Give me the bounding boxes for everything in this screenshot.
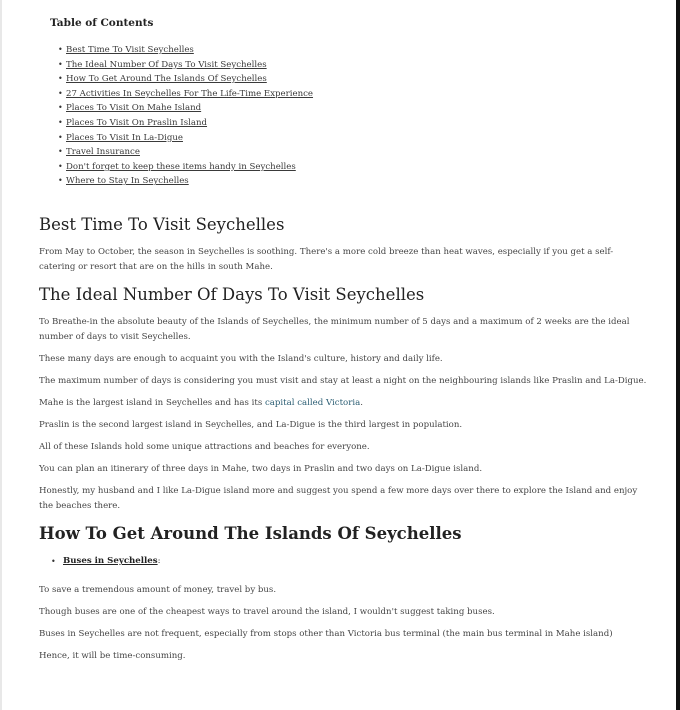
toc-item — [58, 101, 650, 116]
toc-link-travel-insurance[interactable]: Travel Insurance — [66, 147, 140, 158]
paragraph: From May to October, the season in Seychelles is soothing. There's a more cold breeze than heat waves, especially if you get a self-catering or resort that are on the hills in south Mahe. — [39, 247, 614, 272]
paragraph: Honestly, my husband and I like La-Digue island more and suggest you spend a few more days over there to explore the Island and enjoy the beaches there. — [39, 486, 638, 511]
paragraph: To Breathe-in the absolute beauty of the Islands of Seychelles, the minimum number of 5 days and a maximum of 2 weeks are the ideal number of days to visit Seychelles. — [39, 317, 630, 342]
paragraph — [39, 396, 649, 411]
toc-link-la-digue[interactable]: Places To Visit In La-Digue — [66, 132, 183, 143]
paragraph: To save a tremendous amount of money, travel by bus. — [39, 585, 277, 595]
toc-item — [58, 174, 650, 189]
toc-link-ideal-days[interactable]: The Ideal Number Of Days To Visit Seychelles — [66, 59, 267, 70]
article-content — [39, 214, 649, 664]
toc-link-where-to-stay[interactable]: Where to Stay In Seychelles — [66, 176, 189, 187]
paragraph: You can plan an itinerary of three days in Mahe, two days in Praslin and two days on La-Digue island. — [39, 464, 483, 474]
paragraph: Praslin is the second largest island in Seychelles, and La-Digue is the third largest in population. — [39, 420, 463, 430]
toc-item — [58, 43, 650, 58]
toc-link-items-handy[interactable]: Don't forget to keep these items handy in Seychelles — [66, 161, 296, 172]
paragraph-text: . — [360, 398, 363, 408]
toc-item — [58, 131, 650, 146]
toc-link-get-around[interactable]: How To Get Around The Islands Of Seychelles — [66, 74, 267, 85]
table-of-contents — [50, 16, 650, 189]
toc-item — [58, 87, 650, 102]
toc-item — [58, 72, 650, 87]
paragraph: The maximum number of days is considering you must visit and stay at least a night on the neighbouring islands like Praslin and La-Digue. — [39, 376, 647, 386]
heading-get-around: How To Get Around The Islands Of Seychelles — [39, 524, 462, 543]
left-edge — [0, 0, 2, 710]
toc-link-activities[interactable]: 27 Activities In Seychelles For The Life-Time Experience — [66, 88, 314, 99]
bullet-suffix: : — [157, 556, 161, 566]
heading-best-time: Best Time To Visit Seychelles — [39, 215, 285, 234]
toc-item — [58, 58, 650, 73]
paragraph: All of these Islands hold some unique attractions and beaches for everyone. — [39, 442, 370, 452]
toc-item — [58, 145, 650, 160]
capital-victoria-link[interactable]: capital called Victoria — [264, 398, 361, 408]
paragraph: Hence, it will be time-consuming. — [39, 651, 186, 661]
paragraph: These many days are enough to acquaint you with the Island's culture, history and daily life. — [39, 354, 443, 364]
toc-title: Table of Contents — [50, 17, 154, 29]
heading-ideal-days: The Ideal Number Of Days To Visit Seychelles — [39, 285, 425, 304]
toc-link-praslin[interactable]: Places To Visit On Praslin Island — [66, 117, 208, 128]
paragraph: Buses in Seychelles are not frequent, especially from stops other than Victoria bus terminal (the main bus terminal in Mahe island) — [39, 629, 613, 639]
right-edge — [676, 0, 680, 710]
toc-link-mahe[interactable]: Places To Visit On Mahe Island — [66, 103, 202, 114]
paragraph: Though buses are one of the cheapest ways to travel around the island, I wouldn't suggest taking buses. — [39, 607, 495, 617]
paragraph-text: Mahe is the largest island in Seychelles and has its — [39, 398, 265, 408]
bullet-item — [39, 554, 649, 569]
buses-label: Buses in Seychelles — [63, 556, 158, 566]
toc-link-best-time[interactable]: Best Time To Visit Seychelles — [66, 45, 194, 55]
toc-list — [50, 43, 650, 189]
toc-item — [58, 116, 650, 131]
toc-item — [58, 160, 650, 175]
